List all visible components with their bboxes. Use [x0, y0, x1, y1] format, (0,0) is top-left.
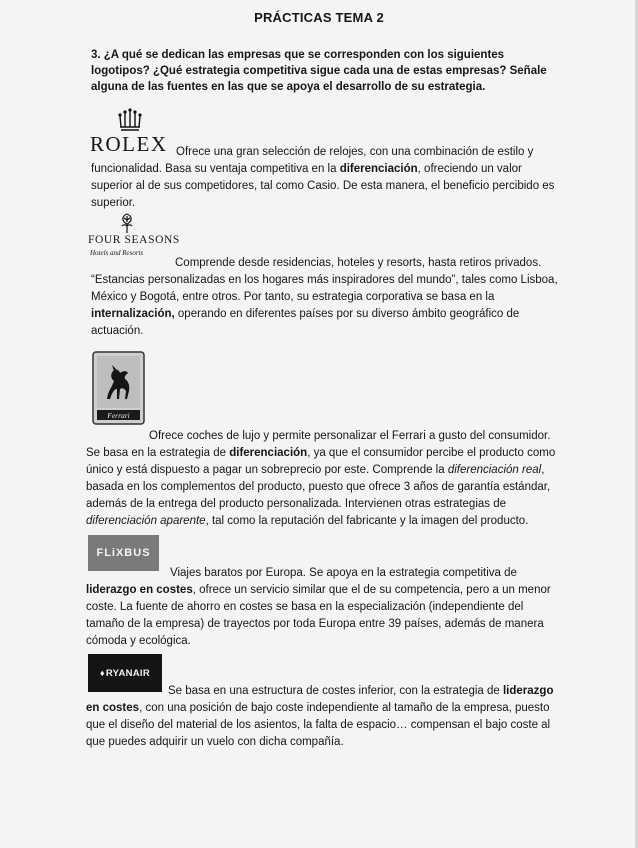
ferrari-text-4: , tal como la reputación del fabricante y la imagen del producto. [205, 515, 529, 527]
four-seasons-wordmark: FOUR SEASONS [88, 234, 180, 246]
four-seasons-bold-1: internalización, [91, 308, 175, 320]
flixbus-text-2: , ofrece un servicio similar que el de su competencia, pero a un menor coste. La fuente de ahorro en costes se basa en la especialización (independiente del tamaño de la empresa) de trayectos por toda Europa entre 39 países, además de manera cómoda y ecológica. [86, 584, 551, 647]
flixbus-logo: FLiXBUS [88, 535, 159, 571]
harp-icon: ♦ [99, 668, 105, 678]
ferrari-text-1: Ofrece coches de lujo y permite personalizar el Ferrari a gusto del consumidor. Se basa en la estrategia de [86, 430, 551, 459]
ferrari-italic-2: diferenciación aparente [86, 515, 206, 527]
ryanair-bold-1: liderazgo en costes [86, 685, 554, 714]
ferrari-text-2: , ya que el consumidor percibe el producto como único y está dispuesto a pagar un sobreprecio por este. Comprende la [86, 447, 556, 476]
prancing-horse-icon [92, 351, 145, 425]
ryanair-paragraph [86, 683, 560, 751]
rolex-paragraph [91, 144, 561, 212]
rolex-text-1: Ofrece una gran selección de relojes, con una combinación de estilo y funcionalidad. Basa su ventaja competitiva en la [91, 146, 534, 175]
rolex-text-2: , ofreciendo un valor superior al de sus competidores, tal como Casio. De esta manera, el beneficio percibido es superior. [91, 163, 555, 209]
ferrari-logo [92, 351, 145, 425]
ferrari-wordmark: Ferrari [107, 411, 130, 420]
ferrari-text-3: , basada en los complementos del producto, puesto que ofrece 3 años de garantía estándar, además de la entrega del producto personalizada. Intervienen otras estrategias de [86, 464, 551, 510]
question-text: 3. ¿A qué se dedican las empresas que se corresponden con los siguientes logotipos? ¿Qué estrategia competitiva sigue cada una de estas empresas? Señale alguna de las fuentes en las que se apoya el desarrollo de su estrategia. [91, 49, 547, 93]
ferrari-bold-1: diferenciación [229, 447, 308, 459]
flixbus-paragraph [86, 565, 560, 650]
flixbus-bold-1: liderazgo en costes [86, 584, 193, 596]
four-seasons-text-2: operando en diferentes países por su diverso ámbito geográfico de actuación. [91, 308, 520, 337]
ryanair-text-1: Se basa en una estructura de costes inferior, con la estrategia de [168, 685, 503, 697]
four-seasons-subtitle: Hotels and Resorts [90, 249, 144, 257]
ryanair-wordmark: RYANAIR [105, 667, 151, 679]
ferrari-italic-1: diferenciación real [447, 464, 542, 476]
ryanair-text-2: , con una posición de bajo coste independiente al tamaño de la empresa, puesto que el diseño del material de los asientos, la falta de espacio… compensan el bajo coste al que puedes adquirir un vuelo con dicha compañía. [86, 702, 551, 748]
flixbus-text-1: Viajes baratos por Europa. Se apoya en la estrategia competitiva de [170, 567, 517, 579]
rolex-bold-1: diferenciación [339, 163, 418, 175]
four-seasons-paragraph [91, 255, 561, 340]
four-seasons-text-1: Comprende desde residencias, hoteles y resorts, hasta retiros privados. “Estancias personalizadas en los hogares más inspiradores del mundo”, tales como Lisboa, México y Bogotá, entre otros. Por tanto, su estrategia corporativa se basa en la [91, 257, 558, 303]
rolex-wordmark: ROLEX [90, 132, 168, 156]
tree-icon [116, 212, 138, 234]
crown-icon [117, 108, 143, 132]
page-title: PRÁCTICAS TEMA 2 [254, 10, 384, 25]
ferrari-paragraph [86, 428, 560, 530]
